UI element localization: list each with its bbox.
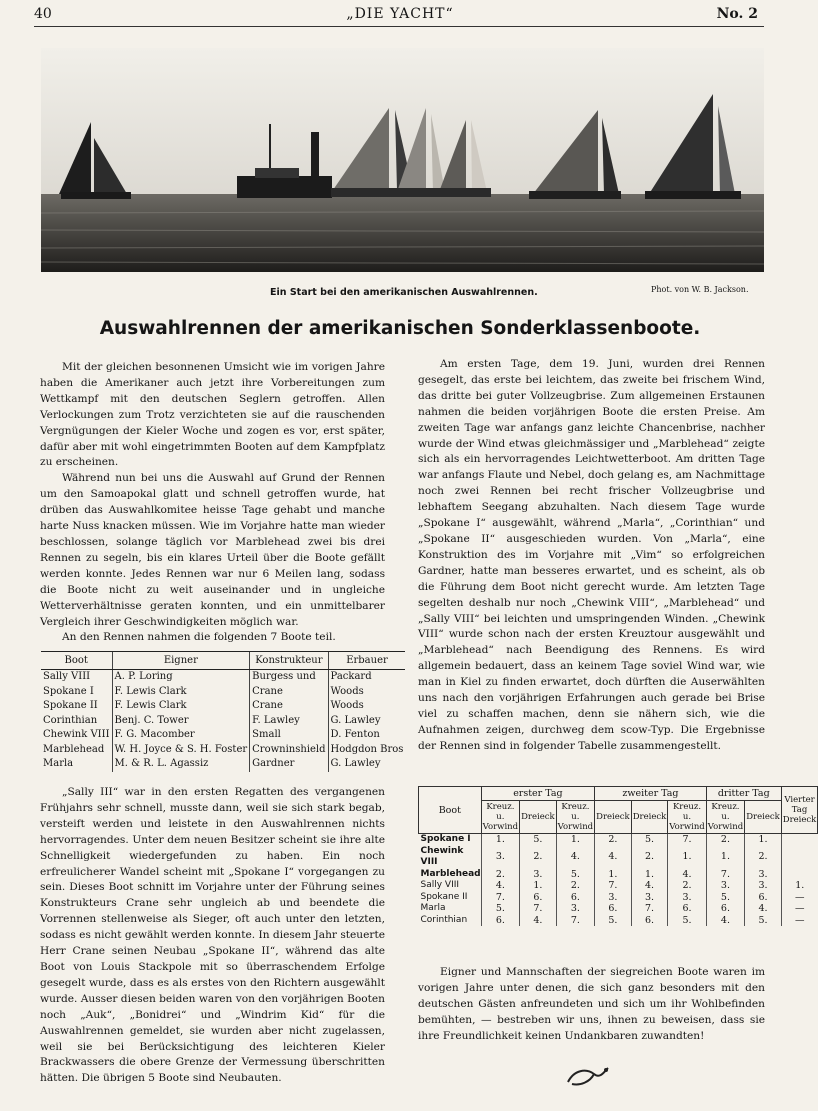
table-header: Erbauer — [328, 652, 405, 670]
table-cell: D. Fenton — [328, 728, 405, 743]
result-cell: 6. — [745, 892, 782, 904]
header-rule — [34, 26, 764, 27]
result-cell: 2. — [556, 880, 594, 892]
result-cell: 5. — [631, 834, 668, 846]
table-subheader-label: Dreieck — [782, 815, 817, 825]
table-subheader: Kreuz. u. Vorwind — [669, 802, 705, 832]
result-cell: 7. — [631, 903, 668, 915]
table-header: zweiter Tag — [595, 787, 707, 801]
article-headline: Auswahlrennen der amerikanischen Sonderklassenboote. — [99, 318, 701, 339]
table-cell: G. Lawley — [328, 757, 405, 772]
result-cell: — — [781, 915, 818, 927]
result-cell: 6. — [556, 892, 594, 904]
table-row — [419, 903, 818, 915]
photo-caption: Ein Start bei den amerikanischen Auswahlrennen. — [270, 287, 538, 298]
result-cell: 3. — [706, 880, 744, 892]
table-cell: Sally VIII — [43, 671, 91, 682]
result-cell: 6. — [668, 903, 706, 915]
result-cell — [781, 846, 818, 869]
result-cell: 7. — [595, 880, 632, 892]
result-cell: 1. — [781, 880, 818, 892]
result-cell: 1. — [668, 846, 706, 869]
result-cell: 7. — [556, 915, 594, 927]
paragraph: Mit der gleichen besonnenen Umsicht wie im vorigen Jahre haben die Amerikaner auch jetzt ihre Vorbereitungen zum Wettkampf mit den deutschen Seglern getroffen. Allen Verlockungen zum Trotz verzichteten sie auf die rauschenden Vergnügungen der Kieler Woche und zogen es vor, erst später, dafür aber mit wohl eingetrimmten Booten auf dem Kampfplatz zu erscheinen. — [40, 361, 385, 469]
boat-name-cell: Spokane I — [420, 834, 471, 844]
right-column — [418, 357, 765, 755]
table-subheader: Dreieck — [745, 801, 782, 834]
left-column-intro — [40, 360, 385, 646]
boat-name-cell: Marla — [420, 903, 446, 913]
result-cell: 3. — [556, 903, 594, 915]
table-row — [419, 880, 818, 892]
result-cell: 7. — [520, 903, 557, 915]
photo-credit: Phot. von W. B. Jackson. — [651, 285, 749, 294]
result-cell: 3. — [745, 880, 782, 892]
regatta-start-photo — [41, 48, 764, 272]
result-cell: 3. — [668, 892, 706, 904]
result-cell: 5. — [520, 834, 557, 846]
table-cell: Crane — [250, 699, 328, 714]
result-cell: 1. — [631, 869, 668, 881]
table-row — [419, 915, 818, 927]
table-cell: F. Lewis Clark — [112, 699, 250, 714]
result-cell: 2. — [595, 834, 632, 846]
table-header: Boot — [41, 652, 112, 670]
table-subheader: Dreieck — [520, 801, 557, 834]
running-title: „DIE YACHT“ — [346, 6, 454, 22]
result-cell: 1. — [706, 846, 744, 869]
table-row — [41, 685, 405, 700]
result-cell: 1. — [595, 869, 632, 881]
seahorse-ornament-icon — [564, 1064, 612, 1090]
boat-name-cell: Spokane II — [420, 891, 468, 902]
table-header: dritter Tag — [706, 787, 781, 801]
result-cell: 6. — [595, 903, 632, 915]
paragraph: „Sally III“ war in den ersten Regatten des vergangenen Frühjahrs sehr schnell, musste dann, weil sie sich stark begab, versteift werden und leistete in den Auswahlrennen nichts hervorragendes. Unter dem neuen Besitzer scheint sie ihre alte Schnelligkeit wiedergefunden zu haben. Ein noch erfreulicherer Wandel scheint mit „Spokane I“ vorgegangen zu sein. Dieses Boot schnitt im Vorjahre unter der Führung seines Konstrukteurs Crane sehr ungleich ab und beendete die Vorrennen stellenweise als Sieger, oft auch unter den letzten, sodass es nicht gewählt werden konnte. In diesem Jahr steuerte Herr Crane seinen Neubau „Spokane II“, während das alte Boot von Louis Stackpole mit so überraschendem Erfolge gesegelt wurde, dass es als erstes von den Richtern ausgewählt wurde. Ausser diesen beiden waren von den vorjährigen Booten noch „Auk“, „Bonidrei“ und „Windrim Kid“ für die Auswahlrennen gemeldet, sie wurden aber nicht zugelassen, weil sie bei Berücksichtigung des leichteren Kieler Brackwassers die obere Grenze der Vermessung überschritten hätten. Die übrigen 5 Boote sind Neubauten. — [40, 786, 385, 1085]
result-cell: 5. — [595, 915, 632, 927]
paragraph: Eigner und Mannschaften der siegreichen Boote waren im vorigen Jahre unter denen, die sich ganz besonders mit den deutschen Gästen anfreundeten und sich um ihr Wohlbefinden bemühten, — bestreben wir uns, ihnen zu beweisen, dass sie ihre Freundlichkeit keinen Undankbaren zuwandten! — [418, 966, 765, 1042]
result-cell: 4. — [520, 915, 557, 927]
result-cell: 2. — [745, 846, 782, 869]
result-cell: 3. — [745, 869, 782, 881]
left-column-continued — [40, 785, 385, 1087]
result-cell: 4. — [631, 880, 668, 892]
result-cell: 4. — [668, 869, 706, 881]
result-cell: 3. — [520, 869, 557, 881]
table-header — [781, 787, 818, 834]
boat-name-cell: Marblehead — [420, 868, 481, 879]
table-cell: W. H. Joyce & S. H. Foster — [112, 743, 250, 758]
table-cell: Hodgdon Bros — [328, 743, 405, 758]
result-cell: 1. — [481, 834, 519, 846]
table-cell: Chewink VIII — [43, 729, 110, 740]
table-subheader: Dreieck — [631, 801, 668, 834]
table-row — [419, 846, 818, 869]
table-cell: Crane — [250, 685, 328, 700]
table-cell: Marla — [43, 758, 74, 769]
result-cell: 5. — [481, 903, 519, 915]
result-cell: 4. — [556, 846, 594, 869]
result-cell: 2. — [481, 869, 519, 881]
table-cell: Marblehead — [43, 743, 105, 755]
table-cell: Gardner — [250, 757, 328, 772]
result-cell: 6. — [631, 915, 668, 927]
paragraph: Während nun bei uns die Auswahl auf Grund der Rennen um den Samoapokal glatt und schnell getroffen wurde, hat drüben das Auswahlkomitee heisse Tage gehabt und manche harte Nuss knacken müssen. Wie im Vorjahre hatte man wieder beschlossen, solange täglich vor Marblehead zwei bis drei Rennen zu segeln, bis ein klares Urteil über die Boote gefällt werden konnte. Jedes Rennen war nur 6 Meilen lang, sodass die Boote nicht zu weit auseinander und in ungleiche Wetterverhältnisse geraten konnten, und ein unmittelbarer Vergleich ihrer Geschwindigkeiten möglich war. — [40, 472, 385, 628]
results-table-body — [419, 834, 818, 927]
result-cell: 1. — [745, 834, 782, 846]
table-subheader: Kreuz. u. Vorwind — [707, 802, 744, 832]
results-table — [418, 786, 818, 926]
result-cell: 4. — [745, 903, 782, 915]
result-cell: 6. — [481, 915, 519, 927]
result-cell: 7. — [481, 892, 519, 904]
table-cell: M. & R. L. Agassiz — [112, 757, 250, 772]
result-cell: 3. — [595, 892, 632, 904]
table-cell: Burgess und — [250, 670, 328, 685]
table-header-label: Vierter Tag — [784, 795, 815, 815]
boat-name-cell: Chewink VIII — [420, 845, 464, 867]
table-cell: A. P. Loring — [112, 670, 250, 685]
table-row — [41, 743, 405, 758]
table-cell: F. Lawley — [250, 714, 328, 729]
table-row — [41, 670, 405, 685]
table-row — [419, 834, 818, 846]
result-cell: 2. — [706, 834, 744, 846]
boats-table — [41, 651, 405, 772]
result-cell: 2. — [668, 880, 706, 892]
page-number: 40 — [34, 6, 52, 22]
table-cell: Crowninshield — [250, 743, 328, 758]
paragraph: An den Rennen nahmen die folgenden 7 Boote teil. — [62, 631, 336, 644]
table-header: Boot — [419, 787, 482, 834]
table-subheader: Kreuz. u. Vorwind — [557, 802, 594, 832]
boat-name-cell: Corinthian — [420, 914, 468, 925]
table-header: Eigner — [112, 652, 250, 670]
table-cell: G. Lawley — [328, 714, 405, 729]
table-header: erster Tag — [481, 787, 594, 801]
result-cell — [781, 834, 818, 846]
table-cell: Woods — [328, 699, 405, 714]
result-cell: 7. — [668, 834, 706, 846]
boat-name-cell: Sally VIII — [420, 880, 460, 890]
result-cell: 6. — [520, 892, 557, 904]
table-subheader: Dreieck — [595, 801, 632, 834]
result-cell: 1. — [556, 834, 594, 846]
table-cell: Spokane II — [43, 700, 98, 711]
paragraph: Am ersten Tage, dem 19. Juni, wurden drei Rennen gesegelt, das erste bei leichtem, das zweite bei frischem Wind, das dritte bei guter Vollzeugbrise. Zum allgemeinen Erstaunen nahmen die beiden vorjährigen Boote die ersten Preise. Am zweiten Tage war anfangs ganz leichte Chancenbrise, nachher wurde der Wind etwas gleichmässiger und „Marblehead“ zeigte sich als ein hervorragendes Leichtwetterboot. Am dritten Tage war anfangs Flaute und Nebel, doch gelang es, am Nachmittage noch zwei Rennen bei recht frischer Vollzeugbrise und lebhaftem Seegang abzuhalten. Nach diesem Tage wurde „Spokane I“ ausgewählt, während „Marla“, „Corinthian“ und „Spokane II“ ausgeschieden wurden. Von „Marla“, eine Konstruktion des im Vorjahre mit „Vim“ so erfolgreichen Gardner, hatte man besseres erwartet, und es scheint, als ob die Führung dem Boot nicht gerecht wurde. Am letzten Tage segelten deshalb nur noch „Chewink VIII“, „Marblehead“ und „Sally VIII“ bei leichten und umspringenden Winden. „Chewink VIII“ wurde schon nach der ersten Kreuztour ausgewählt und „Marblehead“ nach Beendigung des Rennens. Es wird allgemein bedauert, dass an keinem Tage soviel Wind war, wie man in Kiel zu finden erwartet, doch dürften die Auserwählten uns nach den vorjährigen Erfahrungen auch gerade bei Brise viel zu schaffen machen, denn sie nähern sich, wie die Aufnahmen zeigen, durchweg dem scow-Typ. Die Ergebnisse der Rennen sind in folgender Tabelle zusammengestellt. — [418, 358, 765, 752]
result-cell: 5. — [556, 869, 594, 881]
result-cell: 4. — [706, 915, 744, 927]
table-row — [41, 699, 405, 714]
table-cell: Corinthian — [43, 714, 98, 726]
result-cell: 5. — [706, 892, 744, 904]
result-cell: 1. — [520, 880, 557, 892]
result-cell: 7. — [706, 869, 744, 881]
table-row — [419, 869, 818, 881]
table-subheader: Kreuz. u. Vorwind — [482, 802, 519, 832]
table-row — [41, 728, 405, 743]
table-cell: Small — [250, 728, 328, 743]
table-row — [419, 892, 818, 904]
result-cell: 2. — [631, 846, 668, 869]
table-row — [41, 757, 405, 772]
table-cell: Packard — [328, 670, 405, 685]
table-cell: Spokane I — [43, 685, 94, 697]
result-cell: 2. — [520, 846, 557, 869]
table-cell: F. Lewis Clark — [112, 685, 250, 700]
closing-paragraph — [418, 965, 765, 1045]
result-cell: 4. — [481, 880, 519, 892]
result-cell: 5. — [745, 915, 782, 927]
issue-number: No. 2 — [716, 6, 758, 22]
result-cell: 5. — [668, 915, 706, 927]
table-cell: F. G. Macomber — [112, 728, 250, 743]
table-cell: Woods — [328, 685, 405, 700]
table-header: Konstrukteur — [250, 652, 328, 670]
result-cell: 3. — [631, 892, 668, 904]
result-cell — [781, 869, 818, 881]
table-cell: Benj. C. Tower — [112, 714, 250, 729]
result-cell: 3. — [481, 846, 519, 869]
result-cell: — — [781, 892, 818, 904]
table-row — [41, 714, 405, 729]
result-cell: — — [781, 903, 818, 915]
result-cell: 4. — [595, 846, 632, 869]
result-cell: 6. — [706, 903, 744, 915]
